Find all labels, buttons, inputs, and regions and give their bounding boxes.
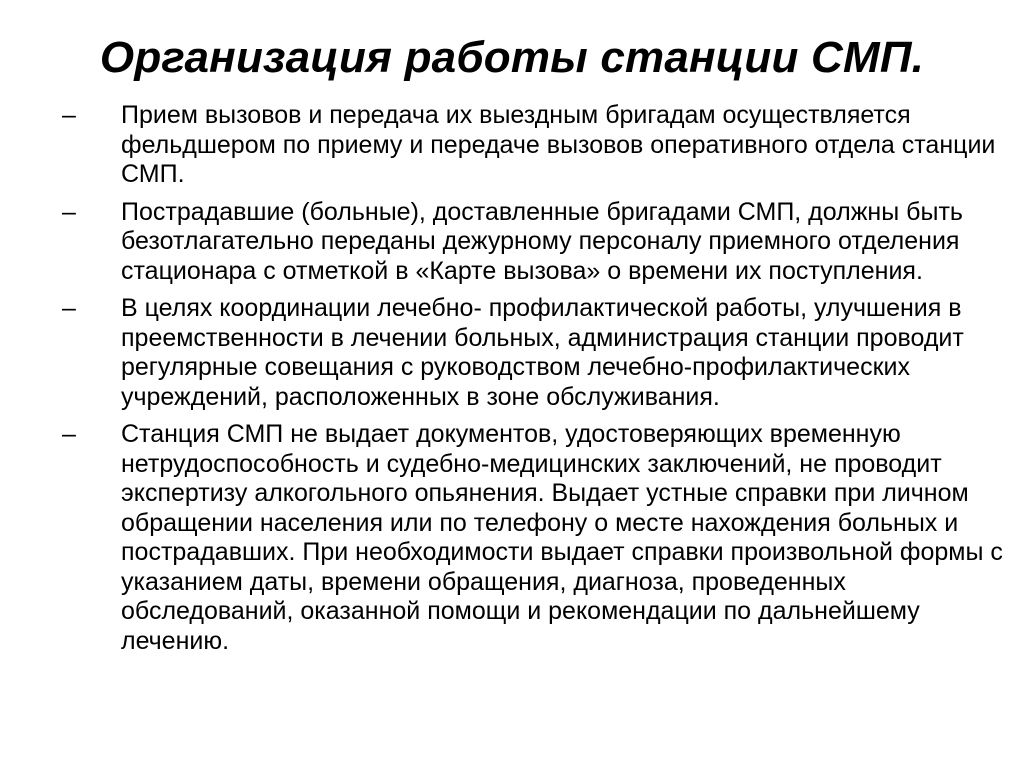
bullet-text: Станция СМП не выдает документов, удостоверяющих временную нетрудоспособность и судебно-медицинских заключений, не проводит экспертизу алкогольного опьянения. Выдает устные справки при личном обращении населения или по телефону о месте нахождения больных и пострадавших. При необходимости выдает справки произвольной формы с указанием даты, времени обращения, диагноза, проведенных обследований, оказанной помощи и рекомендации по дальнейшему лечению. bbox=[121, 420, 1003, 655]
bullet-dash: – bbox=[62, 420, 76, 448]
bullet-item bbox=[0, 420, 1024, 656]
bullet-dash: – bbox=[62, 197, 76, 226]
slide-title: Организация работы станции СМП. bbox=[99, 33, 925, 82]
bullet-item bbox=[0, 294, 1024, 412]
bullet-text: Прием вызовов и передача их выездным бригадам осуществляется фельдшером по приему и передаче вызовов оперативного отдела станции СМП. bbox=[121, 101, 996, 188]
bullet-list bbox=[0, 101, 1024, 664]
bullet-text: Пострадавшие (больные), доставленные бригадами СМП, должны быть безотлагательно переданы дежурному персоналу приемного отделения стационара с отметкой в «Карте вызова» о времени их поступления. bbox=[121, 197, 963, 285]
bullet-dash: – bbox=[62, 294, 76, 322]
bullet-text: В целях координации лечебно- профилактической работы, улучшения в преемственности в лечении больных, администрация станции проводит регулярные совещания с руководством лечебно-профилактических учреждений, расположенных в зоне обслуживания. bbox=[121, 294, 964, 411]
bullet-item bbox=[0, 198, 1024, 287]
bullet-item bbox=[0, 101, 1024, 190]
bullet-dash: – bbox=[62, 101, 76, 129]
